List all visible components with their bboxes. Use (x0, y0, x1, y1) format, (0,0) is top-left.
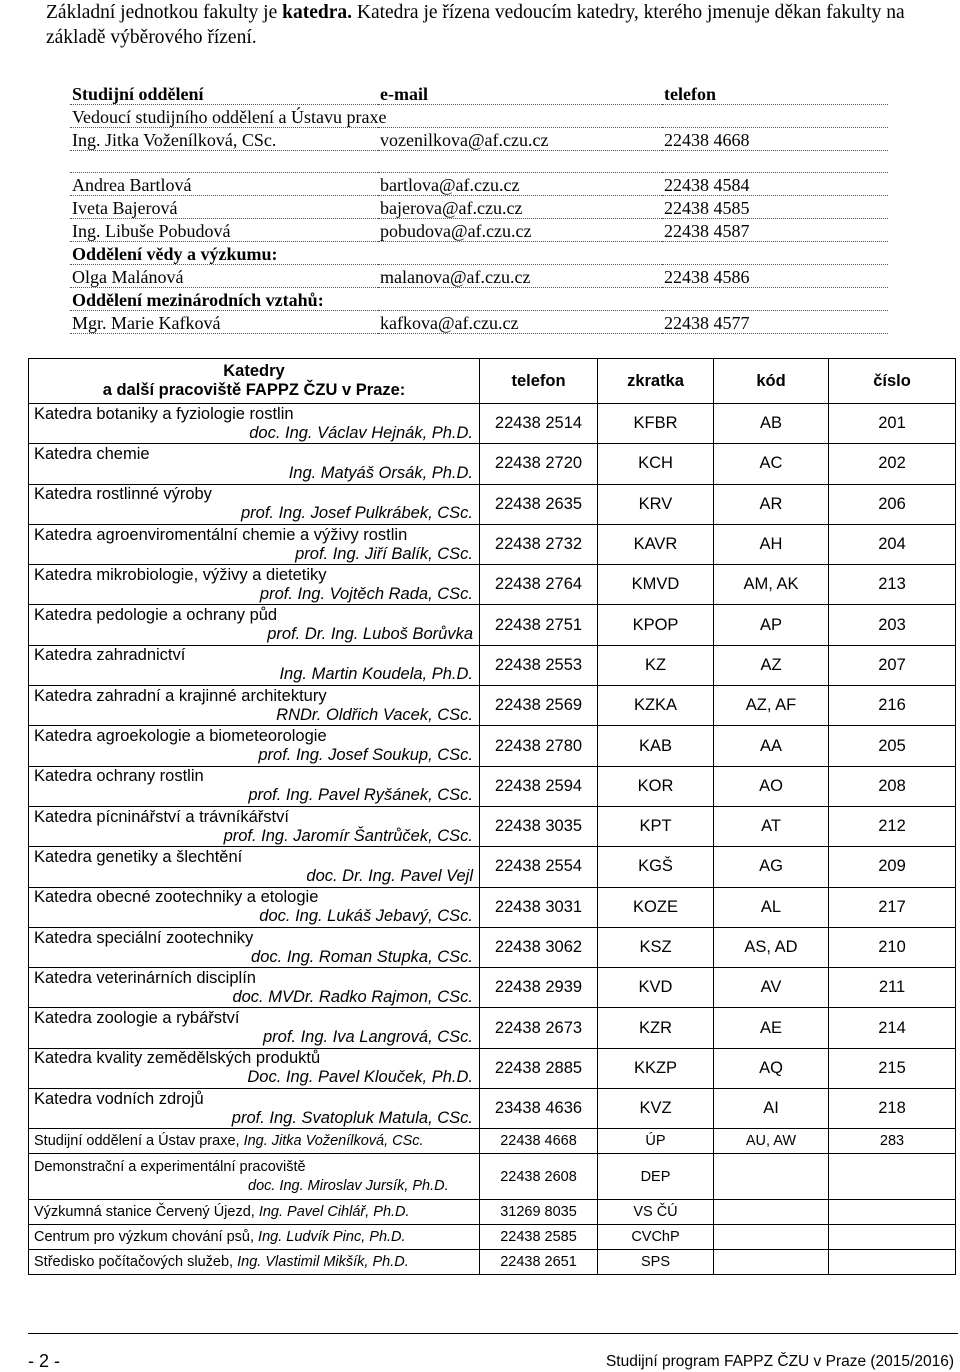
contact-phone: 22438 4584 (662, 172, 888, 195)
department-name: Katedra speciální zootechniky (34, 928, 254, 947)
table-row (29, 847, 956, 887)
contact-email: bartlova@af.czu.cz (378, 172, 662, 195)
department-code: AL (714, 887, 829, 927)
department-name: Katedra zahradní a krajinné architektury (34, 686, 327, 705)
other-abbr: VS ČÚ (598, 1200, 714, 1225)
department-cell (29, 847, 480, 887)
departments-header-code: kód (714, 359, 829, 404)
department-name: Katedra zoologie a rybářství (34, 1009, 240, 1028)
demo-head: doc. Ing. Miroslav Jursík, Ph.D. (248, 1177, 449, 1194)
contact-phone: 22438 4577 (662, 310, 888, 333)
department-number: 202 (829, 444, 956, 484)
table-row (29, 1225, 956, 1250)
department-number: 214 (829, 1008, 956, 1048)
department-phone: 22438 2673 (480, 1008, 598, 1048)
department-phone: 22438 2720 (480, 444, 598, 484)
department-number: 208 (829, 766, 956, 806)
department-number: 203 (829, 605, 956, 645)
table-row (29, 806, 956, 846)
department-abbr: KZ (598, 645, 714, 685)
department-phone: 22438 2553 (480, 645, 598, 685)
department-name: Katedra pícninářství a trávníkářství (34, 807, 289, 826)
department-code: AG (714, 847, 829, 887)
department-cell (29, 565, 480, 605)
table-row (29, 484, 956, 524)
department-name: Katedra veterinárních disciplín (34, 968, 256, 987)
department-cell (29, 1089, 480, 1129)
table-row (29, 1154, 956, 1200)
department-number: 215 (829, 1048, 956, 1088)
intro-text-1: Základní jednotkou fakulty je (46, 2, 283, 23)
department-phone: 22438 2635 (480, 484, 598, 524)
table-row (29, 726, 956, 766)
department-name: Katedra genetiky a šlechtění (34, 847, 243, 866)
table-row (29, 565, 956, 605)
department-phone: 22438 2885 (480, 1048, 598, 1088)
department-phone: 22438 2764 (480, 565, 598, 605)
department-head: prof. Ing. Jiří Balík, CSc. (295, 544, 473, 563)
department-head: doc. MVDr. Radko Rajmon, CSc. (232, 987, 473, 1006)
department-code: AE (714, 1008, 829, 1048)
table-row (29, 887, 956, 927)
table-row (29, 1129, 956, 1154)
department-name: Katedra zahradnictví (34, 646, 186, 665)
department-head: prof. Ing. Josef Pulkrábek, CSc. (240, 504, 473, 523)
department-code: AV (714, 968, 829, 1008)
table-row (29, 1008, 956, 1048)
table-row (29, 1048, 956, 1088)
department-abbr: KPOP (598, 605, 714, 645)
department-head: Ing. Martin Koudela, Ph.D. (279, 665, 473, 684)
department-abbr: KKZP (598, 1048, 714, 1088)
office-abbr: ÚP (598, 1129, 714, 1154)
department-abbr: KAB (598, 726, 714, 766)
department-abbr: KSZ (598, 927, 714, 967)
departments-extra-body (29, 1129, 956, 1275)
department-name: Katedra obecné zootechniky a etologie (34, 888, 319, 907)
footer-divider (28, 1333, 958, 1334)
department-phone: 22438 2554 (480, 847, 598, 887)
department-phone: 22438 3035 (480, 806, 598, 846)
contacts-subheader-row (70, 104, 888, 127)
department-cell (29, 927, 480, 967)
contacts-header-phone: telefon (664, 83, 716, 104)
table-row (29, 645, 956, 685)
contact-name: Iveta Bajerová (70, 195, 378, 218)
department-name: Katedra botaniky a fyziologie rostlin (34, 404, 294, 423)
department-code: AP (714, 605, 829, 645)
contact-phone: 22438 4587 (662, 218, 888, 241)
department-cell (29, 484, 480, 524)
department-number: 211 (829, 968, 956, 1008)
department-code: AZ, AF (714, 686, 829, 726)
contacts-header-email: e-mail (380, 83, 428, 104)
department-number: 201 (829, 404, 956, 444)
department-name: Katedra rostlinné výroby (34, 485, 212, 504)
table-row (29, 686, 956, 726)
department-name: Katedra kvality zemědělských produktů (34, 1049, 321, 1068)
intro-paragraph (46, 0, 951, 50)
departments-header-row (29, 359, 956, 404)
department-cell (29, 1048, 480, 1088)
department-code: AC (714, 444, 829, 484)
department-name: Katedra pedologie a ochrany půd (34, 606, 278, 625)
department-head: prof. Ing. Pavel Ryšánek, CSc. (248, 786, 473, 805)
contact-name: Ing. Jitka Voženílková, CSc. (70, 127, 378, 150)
table-row (29, 1250, 956, 1275)
department-cell (29, 645, 480, 685)
department-phone: 22438 2780 (480, 726, 598, 766)
department-number: 204 (829, 524, 956, 564)
department-number: 218 (829, 1089, 956, 1129)
department-code: AB (714, 404, 829, 444)
department-abbr: KFBR (598, 404, 714, 444)
department-code: AI (714, 1089, 829, 1129)
department-code: AA (714, 726, 829, 766)
department-cell (29, 806, 480, 846)
page-number: - 2 - (28, 1351, 61, 1371)
departments-table (28, 358, 956, 1275)
department-cell (29, 524, 480, 564)
contacts-row (70, 218, 888, 241)
contacts-row (70, 264, 888, 287)
demo-phone: 22438 2608 (480, 1154, 598, 1200)
science-section-title: Oddělení vědy a výzkumu: (70, 241, 888, 264)
department-name: Katedra mikrobiologie, výživy a dietetiky (34, 565, 327, 584)
contacts-row (70, 195, 888, 218)
department-cell (29, 444, 480, 484)
department-abbr: KRV (598, 484, 714, 524)
table-row (29, 605, 956, 645)
departments-body (29, 404, 956, 1129)
department-number: 216 (829, 686, 956, 726)
contact-email: vozenilkova@af.czu.cz (378, 127, 662, 150)
other-cell (29, 1200, 480, 1225)
demo-name: Demonstrační a experimentální pracoviště (34, 1158, 306, 1175)
office-head: Ing. Jitka Voženílková, CSc. (243, 1133, 424, 1150)
department-abbr: KGŠ (598, 847, 714, 887)
contacts-row (70, 172, 888, 195)
department-code: AT (714, 806, 829, 846)
department-abbr: KVD (598, 968, 714, 1008)
department-name: Katedra vodních zdrojů (34, 1089, 204, 1108)
office-number: 283 (829, 1129, 956, 1154)
table-row (29, 404, 956, 444)
other-cell (29, 1225, 480, 1250)
department-cell (29, 968, 480, 1008)
contact-email: malanova@af.czu.cz (378, 264, 662, 287)
department-number: 210 (829, 927, 956, 967)
other-name: Výzkumná stanice Červený Újezd, (34, 1204, 259, 1221)
department-cell (29, 1008, 480, 1048)
department-abbr: KPT (598, 806, 714, 846)
other-phone: 22438 2585 (480, 1225, 598, 1250)
department-number: 207 (829, 645, 956, 685)
department-head: doc. Dr. Ing. Pavel Vejl (306, 866, 473, 885)
footer-text: Studijní program FAPPZ ČZU v Praze (2015/2016) (605, 1353, 954, 1370)
department-head: prof. Ing. Iva Langrová, CSc. (262, 1028, 473, 1047)
international-section-title: Oddělení mezinárodních vztahů: (70, 287, 888, 310)
department-head: doc. Ing. Roman Stupka, CSc. (251, 947, 473, 966)
contacts-row (70, 127, 888, 150)
table-row (29, 444, 956, 484)
department-phone: 22438 2514 (480, 404, 598, 444)
department-phone: 22438 3031 (480, 887, 598, 927)
office-phone: 22438 4668 (480, 1129, 598, 1154)
table-row (29, 968, 956, 1008)
table-row (29, 524, 956, 564)
office-code: AU, AW (714, 1129, 829, 1154)
contact-email: kafkova@af.czu.cz (378, 310, 662, 333)
other-abbr: SPS (598, 1250, 714, 1275)
department-name: Katedra chemie (34, 444, 150, 463)
study-office-contacts-table (70, 78, 888, 334)
department-cell (29, 404, 480, 444)
other-head: Ing. Vlastimil Mikšík, Ph.D. (237, 1254, 409, 1271)
department-name: Katedra agroenviromentální chemie a výživy rostlin (34, 525, 408, 544)
department-head: prof. Ing. Jaromír Šantrůček, CSc. (223, 826, 473, 845)
contacts-header-row (70, 78, 888, 104)
contacts-section-row (70, 241, 888, 264)
department-cell (29, 686, 480, 726)
department-name: Katedra agroekologie a biometeorologie (34, 727, 327, 746)
other-phone: 31269 8035 (480, 1200, 598, 1225)
contact-phone: 22438 4668 (662, 127, 888, 150)
departments-title-line2: a další pracoviště FAPPZ ČZU v Praze: (102, 381, 406, 399)
department-abbr: KVZ (598, 1089, 714, 1129)
demo-abbr: DEP (598, 1154, 714, 1200)
department-head: prof. Ing. Svatopluk Matula, CSc. (231, 1108, 473, 1127)
department-abbr: KZR (598, 1008, 714, 1048)
department-head: RNDr. Oldřich Vacek, CSc. (276, 705, 473, 724)
department-abbr: KOR (598, 766, 714, 806)
table-row (29, 927, 956, 967)
department-code: AO (714, 766, 829, 806)
department-phone: 22438 3062 (480, 927, 598, 967)
department-number: 217 (829, 887, 956, 927)
department-code: AS, AD (714, 927, 829, 967)
department-phone: 22438 2569 (480, 686, 598, 726)
office-cell (29, 1129, 480, 1154)
other-head: Ing. Pavel Cihlář, Ph.D. (258, 1204, 410, 1221)
departments-header-title (29, 359, 480, 404)
contact-email: pobudova@af.czu.cz (378, 218, 662, 241)
intro-bold: katedra. (282, 2, 352, 23)
department-phone: 23438 4636 (480, 1089, 598, 1129)
contacts-row (70, 310, 888, 333)
department-head: prof. Ing. Josef Soukup, CSc. (258, 746, 473, 765)
office-name: Studijní oddělení a Ústav praxe, (34, 1133, 244, 1150)
contact-phone: 22438 4585 (662, 195, 888, 218)
contact-phone: 22438 4586 (662, 264, 888, 287)
department-head: prof. Ing. Vojtěch Rada, CSc. (259, 584, 473, 603)
departments-header-abbr: zkratka (598, 359, 714, 404)
department-abbr: KAVR (598, 524, 714, 564)
contact-email: bajerova@af.czu.cz (378, 195, 662, 218)
table-row (29, 1089, 956, 1129)
department-phone: 22438 2751 (480, 605, 598, 645)
department-abbr: KCH (598, 444, 714, 484)
department-cell (29, 605, 480, 645)
department-code: AZ (714, 645, 829, 685)
department-head: doc. Ing. Lukáš Jebavý, CSc. (259, 907, 473, 926)
table-row (29, 766, 956, 806)
department-cell (29, 887, 480, 927)
department-head: prof. Dr. Ing. Luboš Borůvka (267, 625, 473, 644)
department-name: Katedra ochrany rostlin (34, 767, 204, 786)
department-head: Doc. Ing. Pavel Klouček, Ph.D. (247, 1068, 473, 1087)
other-name: Centrum pro výzkum chování psů, (34, 1229, 259, 1246)
intro-text-2: Katedra je řízena vedoucím katedry, kterého jmenuje děkan fakulty na základě výběrového řízení. (46, 2, 905, 48)
departments-header-phone: telefon (480, 359, 598, 404)
other-name: Středisko počítačových služeb, (34, 1254, 238, 1271)
department-cell (29, 766, 480, 806)
department-code: AM, AK (714, 565, 829, 605)
department-number: 206 (829, 484, 956, 524)
other-phone: 22438 2651 (480, 1250, 598, 1275)
departments-header-number: číslo (829, 359, 956, 404)
department-head: doc. Ing. Václav Hejnák, Ph.D. (249, 423, 473, 442)
department-number: 209 (829, 847, 956, 887)
department-code: AQ (714, 1048, 829, 1088)
contacts-header-office: Studijní oddělení (72, 83, 204, 104)
contacts-subheader: Vedoucí studijního oddělení a Ústavu praxe (70, 104, 888, 127)
department-phone: 22438 2594 (480, 766, 598, 806)
table-row (29, 1200, 956, 1225)
department-head: Ing. Matyáš Orsák, Ph.D. (288, 463, 473, 482)
departments-title-line1: Katedry (223, 362, 285, 380)
department-code: AR (714, 484, 829, 524)
other-cell (29, 1250, 480, 1275)
contact-name: Mgr. Marie Kafková (70, 310, 378, 333)
department-number: 205 (829, 726, 956, 766)
department-code: AH (714, 524, 829, 564)
department-cell (29, 726, 480, 766)
other-head: Ing. Ludvík Pinc, Ph.D. (258, 1229, 406, 1246)
department-number: 212 (829, 806, 956, 846)
department-abbr: KMVD (598, 565, 714, 605)
department-phone: 22438 2732 (480, 524, 598, 564)
department-abbr: KOZE (598, 887, 714, 927)
contact-name: Olga Malánová (70, 264, 378, 287)
contacts-spacer (70, 150, 888, 172)
demo-cell (29, 1154, 480, 1200)
other-abbr: CVChP (598, 1225, 714, 1250)
department-number: 213 (829, 565, 956, 605)
contact-name: Andrea Bartlová (70, 172, 378, 195)
department-abbr: KZKA (598, 686, 714, 726)
department-phone: 22438 2939 (480, 968, 598, 1008)
contacts-section-row (70, 287, 888, 310)
contact-name: Ing. Libuše Pobudová (70, 218, 378, 241)
